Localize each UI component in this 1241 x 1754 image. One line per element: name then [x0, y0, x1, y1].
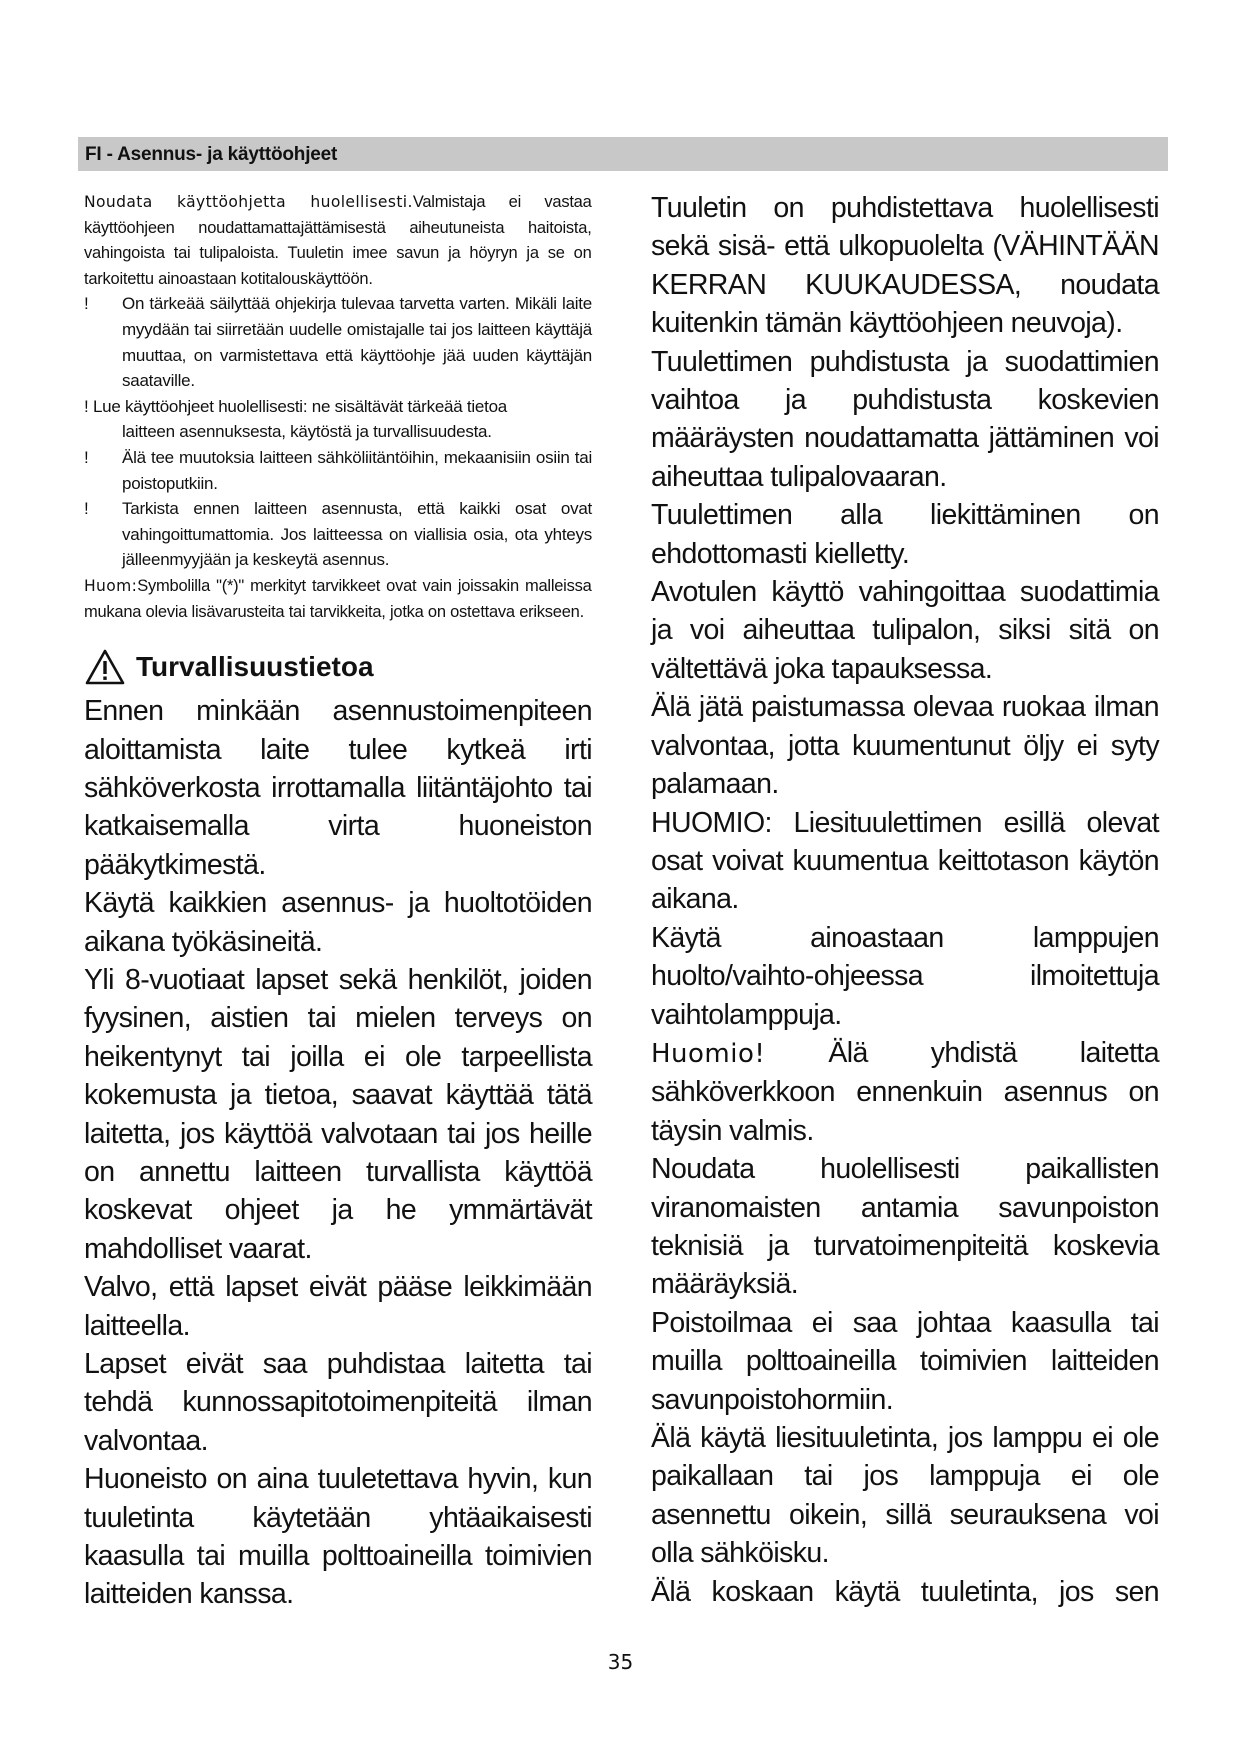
- safety-paragraph: Tuuletin on puhdistettava huolellisesti sekä sisä- että ulkopuolelta (VÄHINTÄÄN KERRAN KUUKAUDESSA, noudata kuitenkin tämän käyttöohjeen neuvoja).: [651, 192, 1159, 340]
- note-text: Symbolilla "(*)" merkityt tarvikkeet ovat vain joissakin malleissa mukana olevia lisävarusteita tai tarvikkeita, jotka on ostettava erikseen.: [84, 575, 592, 621]
- bullet-item: [84, 496, 592, 573]
- intro-paragraph: [84, 189, 592, 291]
- safety-paragraph: Älä koskaan käytä tuuletinta, jos sen: [651, 1575, 1159, 1608]
- bullet-item: [84, 394, 592, 445]
- huomio-paragraph: [651, 1034, 1159, 1150]
- bullet-text: Tarkista ennen laitteen asennusta, että kaikki osat ovat vahingoittumattomia. Jos laitteessa on viallisia osia, ota yhteys jälleenmyyjään ja keskeytä asennus.: [122, 499, 592, 570]
- safety-paragraph: Tuulettimen puhdistusta ja suodattimien vaihtoa ja puhdistusta koskevien määräysten noudattamatta jättäminen voi aiheuttaa tulipalovaaran.: [651, 345, 1159, 493]
- safety-paragraph: Lapset eivät saa puhdistaa laitetta tai tehdä kunnossapitotoimenpiteitä ilman valvontaa.: [84, 1348, 592, 1457]
- note-paragraph: [84, 573, 592, 624]
- safety-paragraph: Älä käytä liesituuletinta, jos lamppu ei ole paikallaan tai jos lamppuja ei ole asennettu oikein, sillä seurauksena voi olla sähköisku.: [651, 1422, 1159, 1570]
- safety-title: Turvallisuustietoa: [136, 651, 374, 683]
- safety-paragraph: HUOMIO: Liesituulettimen esillä olevat osat voivat kuumentua keittotason käytön aikana.: [651, 806, 1159, 916]
- right-column: [651, 189, 1159, 1611]
- bullet-text: Älä tee muutoksia laitteen sähköliitäntöihin, mekaanisiin osiin tai poistoputkiin.: [122, 447, 592, 493]
- bullet-text: On tärkeää säilyttää ohjekirja tulevaa tarvetta varten. Mikäli laite myydään tai siirretään uudelle omistajalle tai jos laitteen käyttäjä muuttaa, on varmistettava että käyttöohje jää uuden käyttäjän saataville.: [122, 294, 592, 391]
- safety-paragraph: Avotulen käyttö vahingoittaa suodattimia ja voi aiheuttaa tulipalon, siksi sitä on vältettävä joka tapauksessa.: [651, 576, 1159, 685]
- intro-text: Valmistaja ei vastaa käyttöohjeen noudattamattajättämisestä aiheutuneista haitoista, vahingoista tai tulipaloista. Tuuletin imee savun ja höyryn ja se on tarkoitettu ainoastaan kotitalouskäyttöön.: [84, 192, 592, 288]
- bullet-item: [84, 291, 592, 393]
- page-number: 35: [607, 1650, 634, 1674]
- safety-paragraph: Yli 8-vuotiaat lapset sekä henkilöt, joiden fyysinen, aistien tai mielen terveys on heikentynyt tai joilla ei ole tarpeellista kokemusta ja tietoa, saavat käyttää tätä laitetta, jos käyttöä valvotaan tai jos heille on annettu laitteen turvallista käyttöä koskevat ohjeet ja he ymmärtävät mahdolliset vaarat.: [84, 963, 592, 1265]
- huomio-label: Huomio!: [651, 1038, 766, 1069]
- safety-heading: [84, 648, 592, 686]
- huomio-text: Älä yhdistä laitetta sähköverkkoon ennenkuin asennus on täysin valmis.: [651, 1036, 1159, 1147]
- exclamation-icon: !: [84, 447, 89, 467]
- section-title: FI - Asennus- ja käyttöohjeet: [85, 144, 338, 165]
- bullet-text: Lue käyttöohjeet huolellisesti: ne sisältävät tärkeää tietoa: [92, 396, 508, 416]
- safety-paragraph: Valvo, että lapset eivät pääse leikkimään laitteella.: [84, 1271, 592, 1342]
- safety-paragraph: Huoneisto on aina tuuletettava hyvin, kun tuuletinta käytetään yhtäaikaisesti kaasulla tai muilla polttoaineilla toimivien laitteiden kanssa.: [84, 1463, 592, 1611]
- note-label: Huom:: [84, 575, 138, 595]
- exclamation-icon: !: [84, 294, 89, 314]
- safety-paragraph: Poistoilmaa ei saa johtaa kaasulla tai muilla polttoaineilla toimivien laitteiden savunpoistohormiin.: [651, 1306, 1159, 1416]
- safety-paragraph: Noudata huolellisesti paikallisten viranomaisten antamia savunpoiston teknisiä ja turvatoimenpiteitä koskevia määräyksiä.: [651, 1153, 1159, 1301]
- bullet-item: [84, 445, 592, 496]
- exclamation-icon: !: [84, 499, 89, 519]
- safety-paragraph: Älä jätä paistumassa olevaa ruokaa ilman valvontaa, jotta kuumentunut öljy ei syty palamaan.: [651, 691, 1159, 801]
- exclamation-icon: !: [84, 396, 89, 416]
- warning-triangle-icon: [84, 648, 126, 686]
- safety-paragraph: Tuulettimen alla liekittäminen on ehdottomasti kielletty.: [651, 499, 1159, 570]
- bullet-text-continued: laitteen asennuksesta, käytöstä ja turvallisuudesta.: [122, 422, 492, 442]
- safety-paragraph: Ennen minkään asennustoimenpiteen aloittamista laite tulee kytkeä irti sähköverkosta irrottamalla liitäntäjohto tai katkaisemalla virta huoneiston pääkytkimestä.: [84, 695, 592, 881]
- safety-paragraph: Käytä ainoastaan lamppujen huolto/vaihto-ohjeessa ilmoitettuja vaihtolamppuja.: [651, 921, 1159, 1031]
- section-header-bar: [78, 137, 1168, 171]
- safety-paragraph: Käytä kaikkien asennus- ja huoltotöiden aikana työkäsineitä.: [84, 887, 592, 958]
- left-column: [84, 189, 592, 1614]
- intro-lead: Noudata käyttöohjetta huolellisesti.: [84, 192, 413, 211]
